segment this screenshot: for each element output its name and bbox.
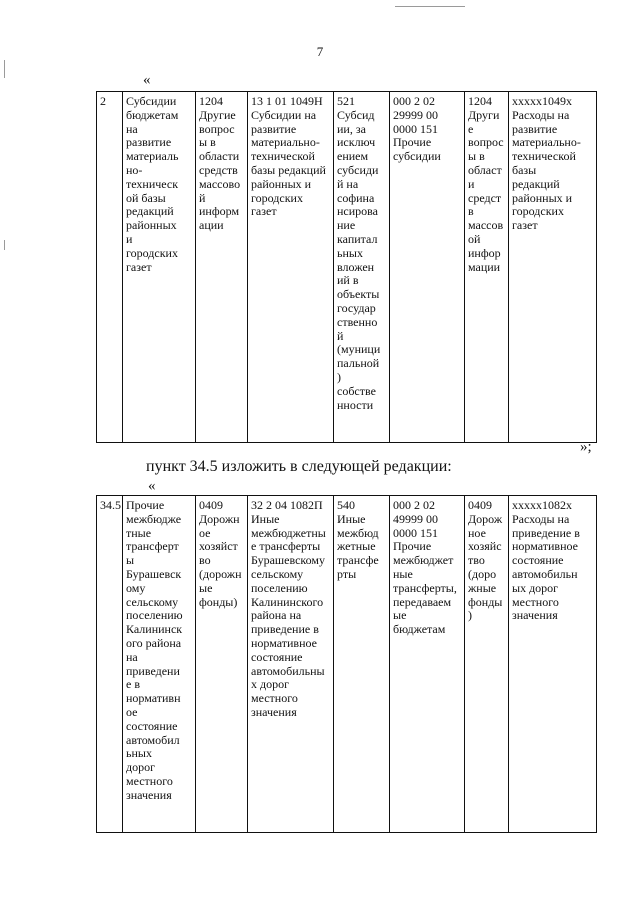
cell-description: Субсидии бюджетам на развитие материаль но- техническ ой базы редакций районных и городских газет <box>123 92 196 443</box>
cell-target-item: 13 1 01 1049Н Субсидии на развитие материально- технической базы редакций районных и городских газет <box>248 92 334 443</box>
amendment-paragraph: пункт 34.5 изложить в следующей редакции: <box>146 458 452 475</box>
cell-expense-code: xxxxx1049x Расходы на развитие материально- технической базы редакций районных и городских газет <box>509 92 597 443</box>
scan-edge-mark-top-left <box>4 60 5 78</box>
opening-quote-1: « <box>143 72 151 88</box>
table-row-2 <box>96 91 597 443</box>
cell-expense-type: 540 Иные межбюд жетные трансфе рты <box>334 496 390 833</box>
cell-section-code: 1204 Другие вопрос ы в области средств массово й информ ации <box>196 92 248 443</box>
page-number: 7 <box>316 44 324 59</box>
cell-section-code-2: 1204 Други е вопрос ы в област и средст в массов ой инфор мации <box>465 92 509 443</box>
cell-target-item: 32 2 04 1082П Иные межбюджетны е трансферты Бурашевскому сельскому поселению Калининского района на приведение в нормативное состояние автомобильны х дорог местного значения <box>248 496 334 833</box>
cell-section-code: 0409 Дорожн ое хозяйст во (дорожн ые фонды) <box>196 496 248 833</box>
cell-income-code: 000 2 02 29999 00 0000 151 Прочие субсидии <box>390 92 465 443</box>
cell-number: 34.5 <box>97 496 123 833</box>
cell-expense-type: 521 Субсид ии, за исключ ением субсиди й на софина нсирова ние капитал ьных вложен ий в объекты государ ственно й (муници пальной ) собстве нности <box>334 92 390 443</box>
cell-section-code-2: 0409 Дорож ное хозяйс тво (доро жные фонды ) <box>465 496 509 833</box>
scan-edge-mark-left <box>4 240 5 250</box>
cell-number: 2 <box>97 92 123 443</box>
cell-description: Прочие межбюдже тные трансферт ы Бурашевск ому сельскому поселению Калининск ого района на приведени е в нормативн ое состояние автомобил ьных дорог местного значения <box>123 496 196 833</box>
closing-quote: »; <box>580 439 592 455</box>
table-row <box>97 92 597 443</box>
opening-quote-2: « <box>148 478 156 494</box>
table-row-34-5 <box>96 495 597 833</box>
table-row <box>97 496 597 833</box>
cell-income-code: 000 2 02 49999 00 0000 151 Прочие межбюджет ные трансферты, передаваем ые бюджетам <box>390 496 465 833</box>
cell-expense-code: xxxxx1082x Расходы на приведение в нормативное состояние автомобильн ых дорог местного значения <box>509 496 597 833</box>
scan-edge-mark-top-right <box>395 6 465 7</box>
